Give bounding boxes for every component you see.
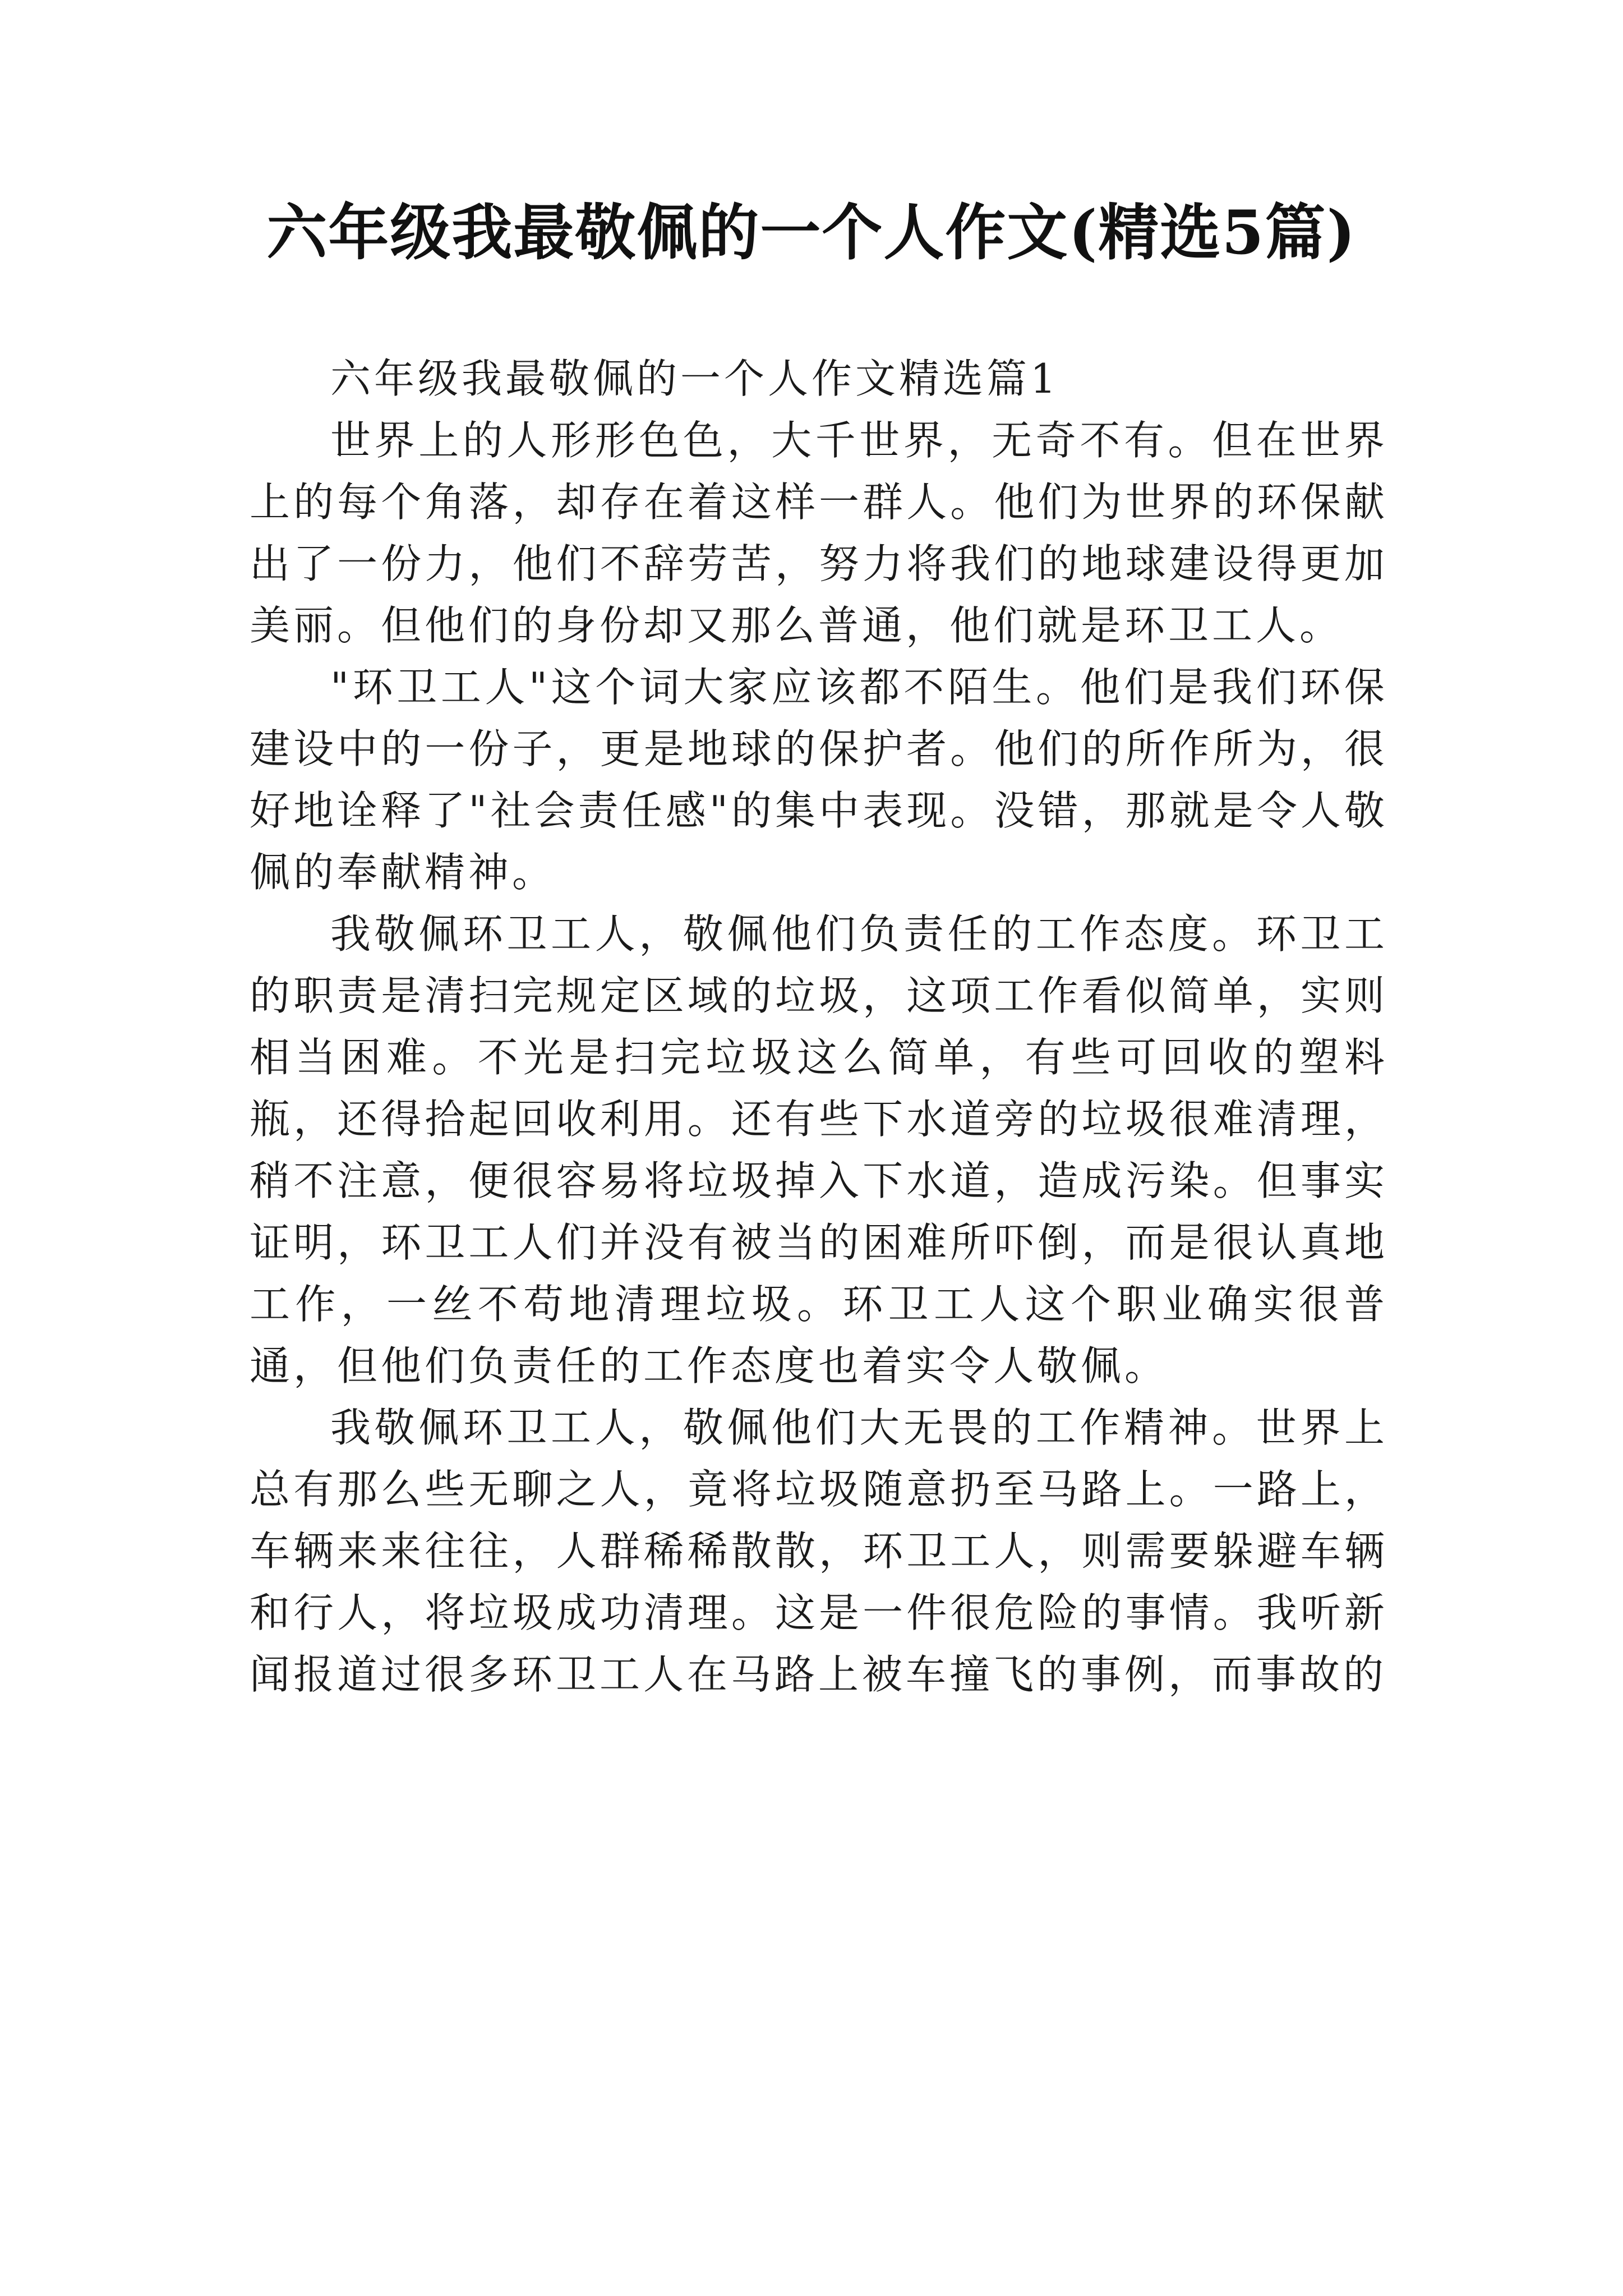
document-title: 六年级我最敬佩的一个人作文(精选5篇): [266, 197, 1357, 268]
paragraph: "环卫工人"这个词大家应该都不陌生。他们是我们环保建设中的一份子，更是地球的保护者。他们的所作所为，很好地诠释了"社会责任感"的集中表现。没错，那就是令人敬佩的奉献精神。: [250, 664, 1388, 896]
paragraph: 我敬佩环卫工人，敬佩他们负责任的工作态度。环卫工的职责是清扫完规定区域的垃圾，这项工作看似简单，实则相当困难。不光是扫完垃圾这么简单，有些可回收的塑料瓶，还得拾起回收利用。还有些下水道旁的垃圾很难清理，稍不注意，便很容易将垃圾掉入下水道，造成污染。但事实证明，环卫工人们并没有被当的困难所吓倒，而是很认真地工作，一丝不苟地清理垃圾。环卫工人这个职业确实很普通，但他们负责任的工作态度也着实令人敬佩。: [250, 910, 1388, 1389]
section-heading: 六年级我最敬佩的一个人作文精选篇1: [330, 355, 1059, 402]
paragraph: 我敬佩环卫工人，敬佩他们大无畏的工作精神。世界上总有那么些无聊之人，竟将垃圾随意扔至马路上。一路上，车辆来来往往，人群稀稀散散，环卫工人，则需要躲避车辆和行人，将垃圾成功清理。这是一件很危险的事情。我听新闻报道过很多环卫工人在马路上被车撞飞的事例，而事故的: [250, 1404, 1388, 1698]
document-body: [250, 348, 1388, 1705]
paragraph: 世界上的人形形色色，大千世界，无奇不有。但在世界上的每个角落，却存在着这样一群人。他们为世界的环保献出了一份力，他们不辞劳苦，努力将我们的地球建设得更加美丽。但他们的身份却又那么普通，他们就是环卫工人。: [250, 417, 1388, 649]
